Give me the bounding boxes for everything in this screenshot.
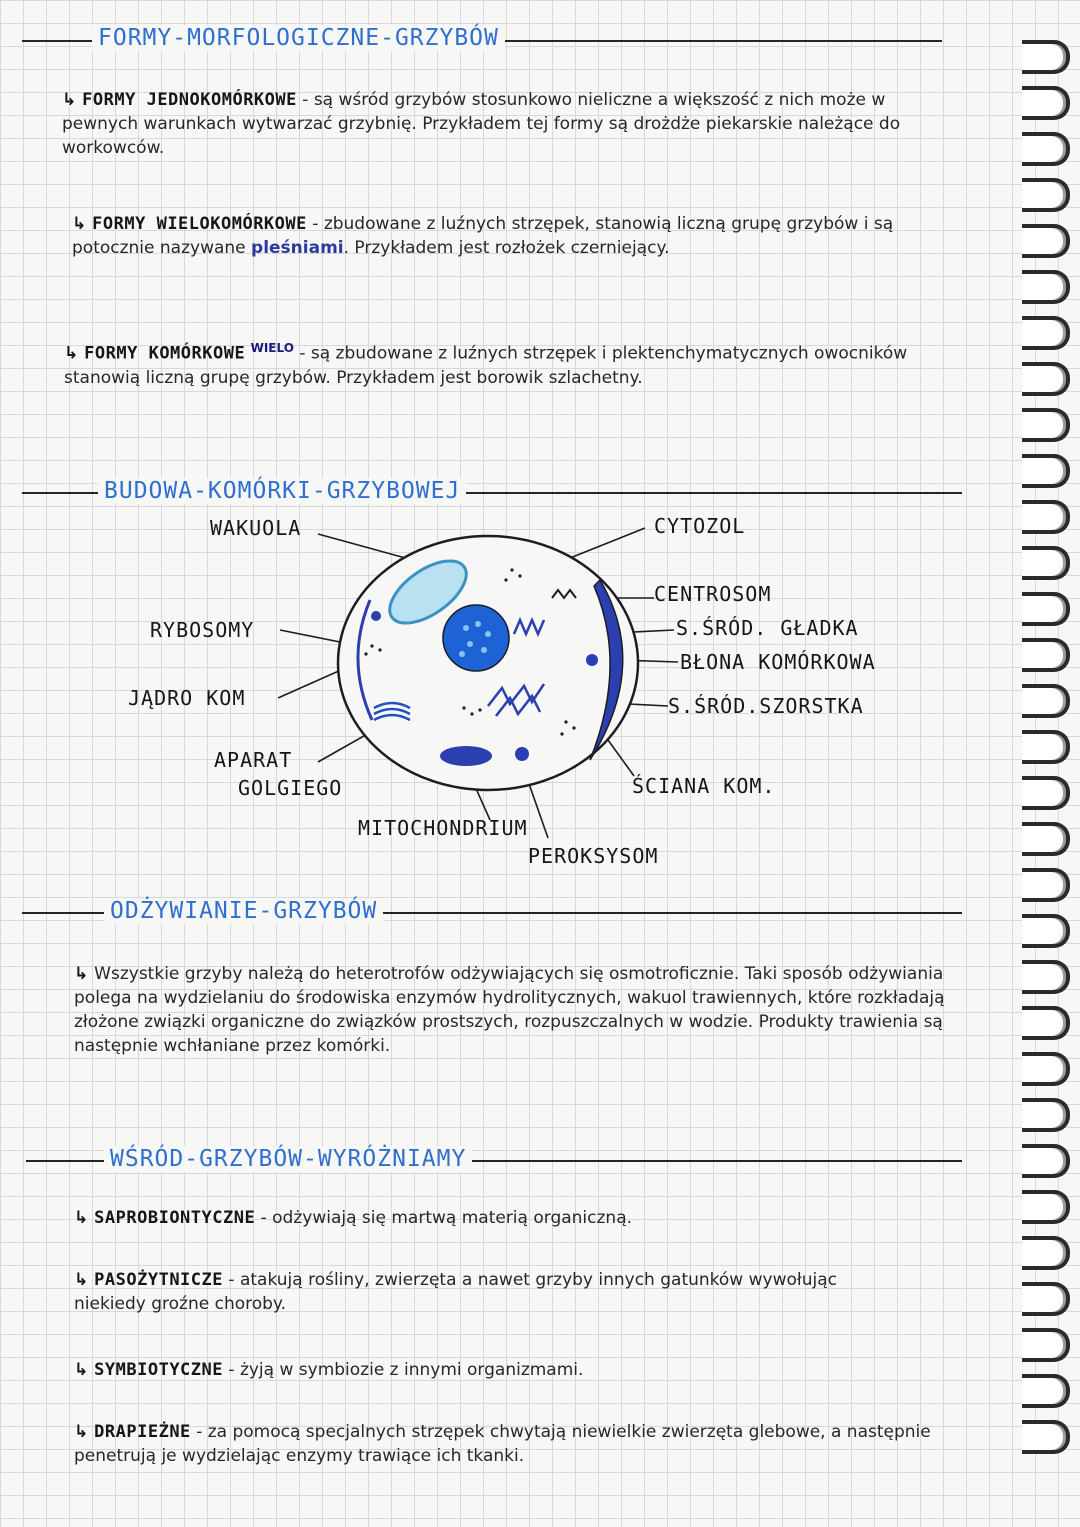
term: SAPROBIONTYCZNE xyxy=(94,1208,256,1228)
wyrozniamy-item-3 xyxy=(74,1358,954,1382)
spiral-ring xyxy=(1022,132,1070,166)
label-cytozol: CYTOZOL xyxy=(654,514,746,538)
spiral-ring xyxy=(1022,1190,1070,1224)
spiral-ring xyxy=(1022,1374,1070,1408)
spiral-ring xyxy=(1022,86,1070,120)
label-wakuola: WAKUOLA xyxy=(210,516,302,540)
arrow-icon: ↳ xyxy=(74,1208,95,1228)
label-aparat-1: APARAT xyxy=(214,748,293,772)
spiral-ring xyxy=(1022,1052,1070,1086)
formy-item-3 xyxy=(64,336,954,390)
label-sciana: ŚCIANA KOM. xyxy=(632,774,776,798)
label-peroksysom: PEROKSYSOM xyxy=(528,844,659,868)
term: FORMY WIELOKOMÓRKOWE xyxy=(92,214,307,234)
spiral-ring xyxy=(1022,1420,1070,1454)
arrow-icon: ↳ xyxy=(72,214,93,234)
wyrozniamy-item-4 xyxy=(74,1420,964,1468)
spiral-ring xyxy=(1022,178,1070,212)
inserted-word: WIELO xyxy=(250,341,294,355)
section-heading-wyrozniamy: WŚRÓD-GRZYBÓW-WYRÓŻNIAMY xyxy=(104,1146,472,1172)
spiral-ring xyxy=(1022,1098,1070,1132)
label-s-srod-gladka: S.ŚRÓD. GŁADKA xyxy=(676,616,859,640)
formy-item-1 xyxy=(62,88,962,160)
description: - żyją w symbiozie z innymi organizmami. xyxy=(228,1360,584,1380)
term: FORMY JEDNOKOMÓRKOWE xyxy=(82,90,297,110)
description: - są wśród grzybów stosunkowo nieliczne a większość z nich może w pewnych warunkach wytwarzać grzybnię. Przykładem tej formy są drożdże piekarskie należące do workowców. xyxy=(62,90,901,158)
section-heading-budowa: BUDOWA-KOMÓRKI-GRZYBOWEJ xyxy=(98,478,466,504)
description: Wszystkie grzyby należą do heterotrofów odżywiających się osmotroficznie. Taki sposób odżywiania polega na wydzielaniu do środowiska enzymów hydrolitycznych, wakuol trawiennych, które rozkładają złożone związki organiczne do związków prostszych, rozpuszczalnych w wodzie. Produkty trawienia są następnie wchłaniane przez komórki. xyxy=(74,964,945,1056)
arrow-icon: ↳ xyxy=(74,1270,95,1290)
label-mitochondrium: MITOCHONDRIUM xyxy=(358,816,528,840)
label-blona: BŁONA KOMÓRKOWA xyxy=(680,650,876,674)
wyrozniamy-item-1 xyxy=(74,1206,954,1230)
spiral-ring xyxy=(1022,316,1070,350)
spiral-ring xyxy=(1022,1236,1070,1270)
spiral-ring xyxy=(1022,408,1070,442)
section-heading-formy: FORMY-MORFOLOGICZNE-GRZYBÓW xyxy=(92,25,505,51)
nucleus xyxy=(443,605,509,671)
spiral-ring xyxy=(1022,270,1070,304)
section-heading-odzywianie: ODŻYWIANIE-GRZYBÓW xyxy=(104,898,383,924)
arrow-icon: ↳ xyxy=(74,1422,95,1442)
formy-item-2 xyxy=(72,212,902,260)
description: - atakują rośliny, zwierzęta a nawet grzyby innych gatunków wywołując niekiedy groźne choroby. xyxy=(74,1270,837,1314)
spiral-ring xyxy=(1022,224,1070,258)
arrow-icon: ↳ xyxy=(74,964,95,984)
arrow-icon: ↳ xyxy=(62,90,83,110)
term: DRAPIEŻNE xyxy=(94,1422,191,1442)
description: - zbudowane z luźnych strzępek, stanowią liczną grupę grzybów i są potocznie nazywane xyxy=(72,214,894,258)
spiral-ring xyxy=(1022,1144,1070,1178)
label-jadro: JĄDRO KOM xyxy=(128,686,246,710)
spiral-ring xyxy=(1022,40,1070,74)
description: - odżywiają się martwą materią organiczną. xyxy=(260,1208,633,1228)
spiral-ring xyxy=(1022,454,1070,488)
spiral-ring xyxy=(1022,960,1070,994)
description: - są zbudowane z luźnych strzępek i plektenchymatycznych owocników stanowią liczną grupę grzybów. Przykładem jest borowik szlachetny. xyxy=(64,343,908,388)
term: PASOŻYTNICZE xyxy=(94,1270,223,1290)
label-aparat-2: GOLGIEGO xyxy=(238,776,343,800)
spiral-ring xyxy=(1022,1328,1070,1362)
term: FORMY KOMÓRKOWE xyxy=(84,343,246,364)
spiral-ring xyxy=(1022,1006,1070,1040)
description-end: . Przykładem jest rozłożek czerniejący. xyxy=(343,238,670,258)
label-s-srod-szorstka: S.ŚRÓD.SZORSTKA xyxy=(668,694,864,718)
description: - za pomocą specjalnych strzępek chwytają niewielkie zwierzęta glebowe, a następnie penetrują je wydzielając enzymy trawiące ich tkanki. xyxy=(74,1422,931,1466)
arrow-icon: ↳ xyxy=(64,343,85,364)
mitochondrion xyxy=(440,746,492,766)
label-rybosomy: RYBOSOMY xyxy=(150,618,255,642)
spiral-ring xyxy=(1022,1282,1070,1316)
term: SYMBIOTYCZNE xyxy=(94,1360,223,1380)
odzywianie-text xyxy=(74,962,954,1058)
wyrozniamy-item-2 xyxy=(74,1268,894,1316)
arrow-icon: ↳ xyxy=(74,1360,95,1380)
highlight-word: pleśniami xyxy=(251,238,344,258)
label-centrosom: CENTROSOM xyxy=(654,582,772,606)
spiral-ring xyxy=(1022,362,1070,396)
